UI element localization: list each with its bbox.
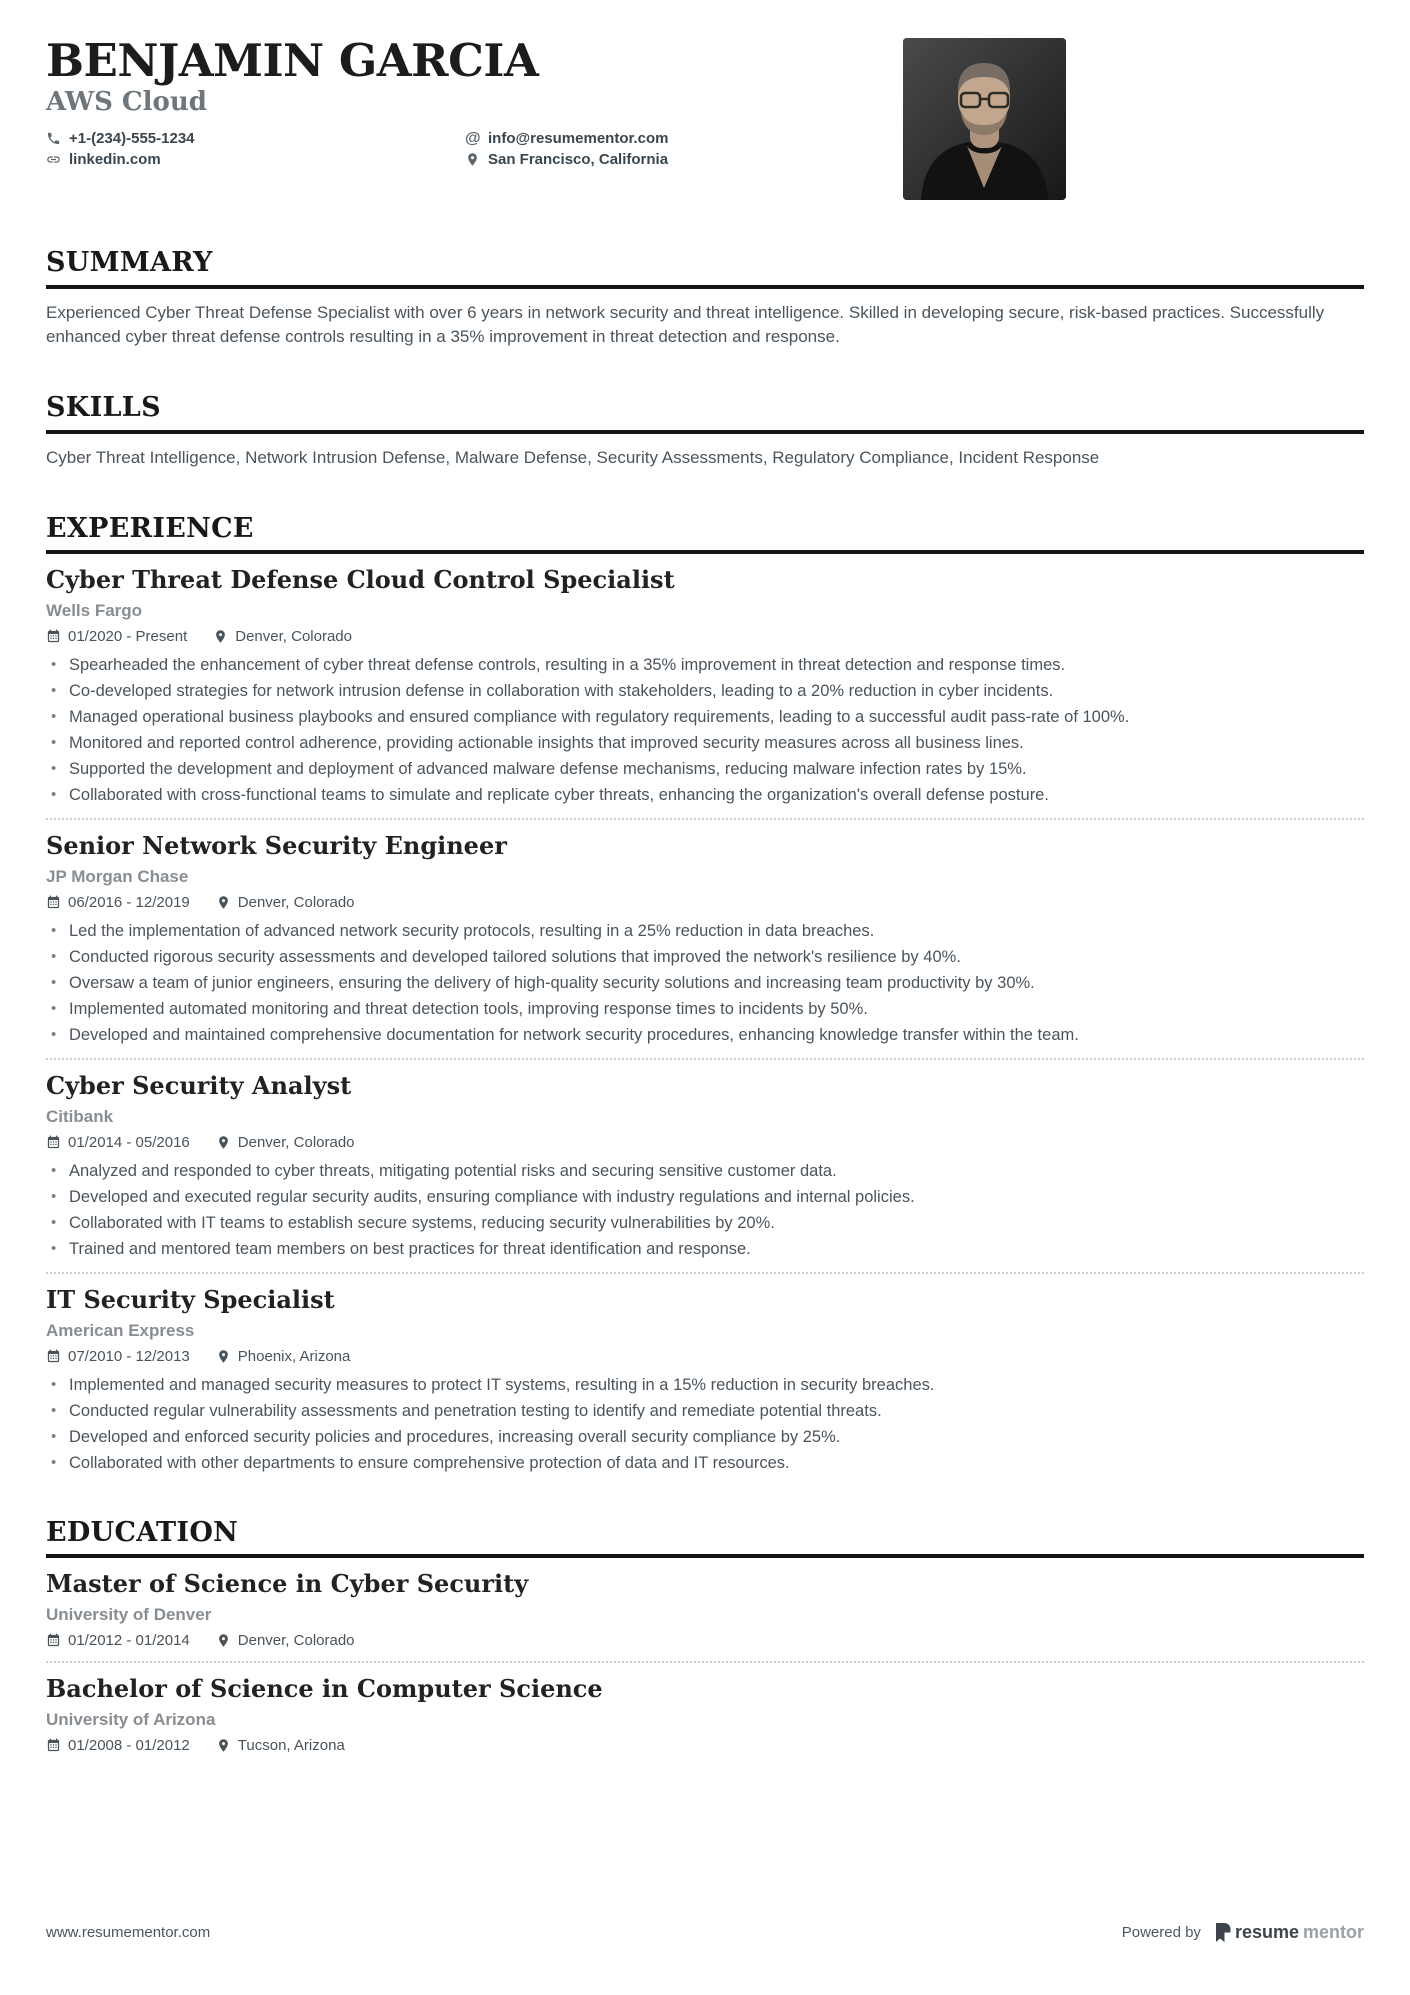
- calendar-icon: [46, 895, 61, 910]
- experience-section: [46, 514, 1364, 1474]
- phone-number: +1-(234)-555-1234: [69, 130, 195, 148]
- degree-location: Denver, Colorado: [237, 1632, 355, 1650]
- job-bullet: • Conducted rigorous security assessments and developed tailored solutions that improved the network's resilience by 40%.: [46, 946, 1364, 968]
- portrait-illustration: [903, 38, 1066, 200]
- candidate-name: BENJAMIN GARCIA: [46, 34, 539, 87]
- calendar-icon: [46, 1349, 61, 1364]
- degree-dates-item: [46, 1632, 190, 1649]
- degree-school: University of Arizona: [46, 1709, 216, 1729]
- experience-job: [46, 1274, 1364, 1474]
- email-address[interactable]: info@resumementor.com: [488, 130, 669, 148]
- resumementor-logo[interactable]: [1215, 1922, 1364, 1943]
- candidate-title: AWS Cloud: [46, 87, 207, 118]
- page-footer: [46, 1922, 1364, 1943]
- logo-text-mentor: mentor: [1302, 1922, 1364, 1942]
- job-location-item: [216, 1134, 355, 1151]
- job-bullet: • Oversaw a team of junior engineers, ensuring the delivery of high-quality security solutions and increasing team productivity by 30%.: [46, 972, 1364, 994]
- education-heading: EDUCATION: [46, 1518, 1364, 1559]
- job-bullet: • Led the implementation of advanced network security protocols, resulting in a 25% reduction in data breaches.: [46, 920, 1364, 942]
- resumementor-mark-icon: [1215, 1923, 1231, 1942]
- degree-meta: [46, 1632, 1364, 1649]
- calendar-icon: [46, 1633, 61, 1648]
- phone-icon: [46, 131, 61, 146]
- summary-section: [46, 248, 1364, 349]
- job-bullet: • Trained and mentored team members on best practices for threat identification and response.: [46, 1238, 1364, 1260]
- calendar-icon: [46, 1135, 61, 1150]
- at-icon: @: [465, 129, 481, 147]
- location-pin-icon: [216, 1135, 231, 1150]
- job-bullet: • Conducted regular vulnerability assessments and penetration testing to identify and remediate potential threats.: [46, 1400, 1364, 1422]
- powered-by-label: Powered by: [1121, 1924, 1201, 1941]
- job-bullets: [46, 1160, 1364, 1260]
- job-bullets: [46, 1374, 1364, 1474]
- skills-text: Cyber Threat Intelligence, Network Intrusion Defense, Malware Defense, Security Assessments, Regulatory Compliance, Incident Response: [46, 447, 1100, 467]
- job-bullet: • Analyzed and responded to cyber threats, mitigating potential risks and securing sensitive customer data.: [46, 1160, 1364, 1182]
- job-dates-item: [46, 894, 190, 911]
- degree-location-item: [216, 1632, 355, 1649]
- job-dates: 07/2010 - 12/2013: [68, 1347, 190, 1365]
- experience-heading: EXPERIENCE: [46, 514, 1364, 555]
- job-bullet: • Developed and enforced security policies and procedures, increasing overall security compliance by 25%.: [46, 1426, 1364, 1448]
- job-title: IT Security Specialist: [46, 1284, 335, 1314]
- experience-job: [46, 1060, 1364, 1260]
- degree-dates-item: [46, 1737, 190, 1754]
- link-icon: [46, 152, 61, 167]
- experience-job: [46, 554, 1364, 806]
- degree-location-item: [216, 1737, 345, 1754]
- location-pin-icon: [216, 1738, 231, 1753]
- job-title: Cyber Threat Defense Cloud Control Specialist: [46, 565, 675, 595]
- location-pin-icon: [216, 895, 231, 910]
- job-bullet: • Collaborated with cross-functional teams to simulate and replicate cyber threats, enhancing the organization's overall defense posture.: [46, 784, 1364, 806]
- skills-heading: SKILLS: [46, 393, 1364, 434]
- linkedin-url[interactable]: linkedin.com: [69, 151, 161, 169]
- degree-school: University of Denver: [46, 1605, 212, 1625]
- degree-title: Master of Science in Cyber Security: [46, 1569, 529, 1599]
- education-degree: [46, 1663, 1364, 1754]
- degree-location: Tucson, Arizona: [237, 1736, 345, 1754]
- contact-linkedin[interactable]: [46, 151, 465, 168]
- job-meta: [46, 628, 1364, 645]
- footer-website-link[interactable]: www.resumementor.com: [46, 1924, 211, 1941]
- summary-text: Experienced Cyber Threat Defense Specialist with over 6 years in network security and threat intelligence. Skilled in developing secure, risk-based practices. Successfully enhanced cyber threat defense controls resulting in a 35% improvement in threat detection and response.: [46, 302, 1325, 346]
- powered-by-block: [1122, 1922, 1364, 1943]
- job-bullet: • Monitored and reported control adherence, providing actionable insights that improved security measures across all business lines.: [46, 732, 1364, 754]
- job-dates-item: [46, 628, 187, 645]
- experience-job: [46, 820, 1364, 1046]
- job-bullet: • Co-developed strategies for network intrusion defense in collaboration with stakeholders, leading to a 20% reduction in cyber incidents.: [46, 680, 1364, 702]
- contact-info: [46, 128, 1364, 170]
- job-dates: 01/2020 - Present: [68, 628, 188, 646]
- job-bullet: • Implemented and managed security measures to protect IT systems, resulting in a 15% reduction in security breaches.: [46, 1374, 1364, 1396]
- job-bullets: [46, 920, 1364, 1046]
- degree-title: Bachelor of Science in Computer Science: [46, 1674, 603, 1704]
- summary-heading: SUMMARY: [46, 248, 1364, 289]
- job-dates: 01/2014 - 05/2016: [68, 1133, 190, 1151]
- location-pin-icon: [216, 1633, 231, 1648]
- degree-dates: 01/2008 - 01/2012: [68, 1736, 190, 1754]
- job-dates: 06/2016 - 12/2019: [68, 893, 190, 911]
- job-location: Denver, Colorado: [237, 893, 355, 911]
- logo-text-resume: resume: [1234, 1922, 1299, 1942]
- location-text: San Francisco, California: [488, 151, 669, 169]
- job-bullet: • Supported the development and deployment of advanced malware defense mechanisms, reducing malware infection rates by 15%.: [46, 758, 1364, 780]
- resume-header: [46, 36, 1364, 170]
- job-bullets: [46, 654, 1364, 806]
- job-location: Phoenix, Arizona: [237, 1347, 351, 1365]
- location-pin-icon: [213, 629, 228, 644]
- job-company: Wells Fargo: [46, 601, 143, 621]
- calendar-icon: [46, 1738, 61, 1753]
- job-dates-item: [46, 1134, 190, 1151]
- skills-section: [46, 393, 1364, 470]
- contact-phone: [46, 130, 465, 147]
- job-meta: [46, 1348, 1364, 1365]
- job-dates-item: [46, 1348, 190, 1365]
- job-bullet: • Implemented automated monitoring and threat detection tools, improving response times to incidents by 50%.: [46, 998, 1364, 1020]
- location-pin-icon: [216, 1349, 231, 1364]
- degree-dates: 01/2012 - 01/2014: [68, 1632, 190, 1650]
- job-location-item: [213, 628, 352, 645]
- job-title: Cyber Security Analyst: [46, 1070, 352, 1100]
- profile-photo: [903, 38, 1066, 200]
- job-bullet: • Collaborated with other departments to ensure comprehensive protection of data and IT resources.: [46, 1452, 1364, 1474]
- job-bullet: • Developed and executed regular security audits, ensuring compliance with industry regulations and internal policies.: [46, 1186, 1364, 1208]
- job-meta: [46, 1134, 1364, 1151]
- education-section: [46, 1518, 1364, 1754]
- job-bullet: • Developed and maintained comprehensive documentation for network security procedures, enhancing knowledge transfer within the team.: [46, 1024, 1364, 1046]
- job-title: Senior Network Security Engineer: [46, 831, 507, 861]
- job-location-item: [216, 1348, 351, 1365]
- job-company: Citibank: [46, 1106, 114, 1126]
- job-location: Denver, Colorado: [237, 1133, 355, 1151]
- job-bullet: • Spearheaded the enhancement of cyber threat defense controls, resulting in a 35% improvement in threat detection and response times.: [46, 654, 1364, 676]
- education-degree: [46, 1558, 1364, 1649]
- job-location-item: [216, 894, 355, 911]
- job-location: Denver, Colorado: [235, 628, 352, 646]
- job-bullet: • Collaborated with IT teams to establish secure systems, reducing security vulnerabilities by 20%.: [46, 1212, 1364, 1234]
- job-meta: [46, 894, 1364, 911]
- job-bullet: • Managed operational business playbooks and ensured compliance with regulatory requirements, leading to a successful audit pass-rate of 100%.: [46, 706, 1364, 728]
- calendar-icon: [46, 629, 61, 644]
- degree-meta: [46, 1737, 1364, 1754]
- job-company: JP Morgan Chase: [46, 866, 189, 886]
- location-pin-icon: [465, 152, 480, 167]
- job-company: American Express: [46, 1320, 195, 1340]
